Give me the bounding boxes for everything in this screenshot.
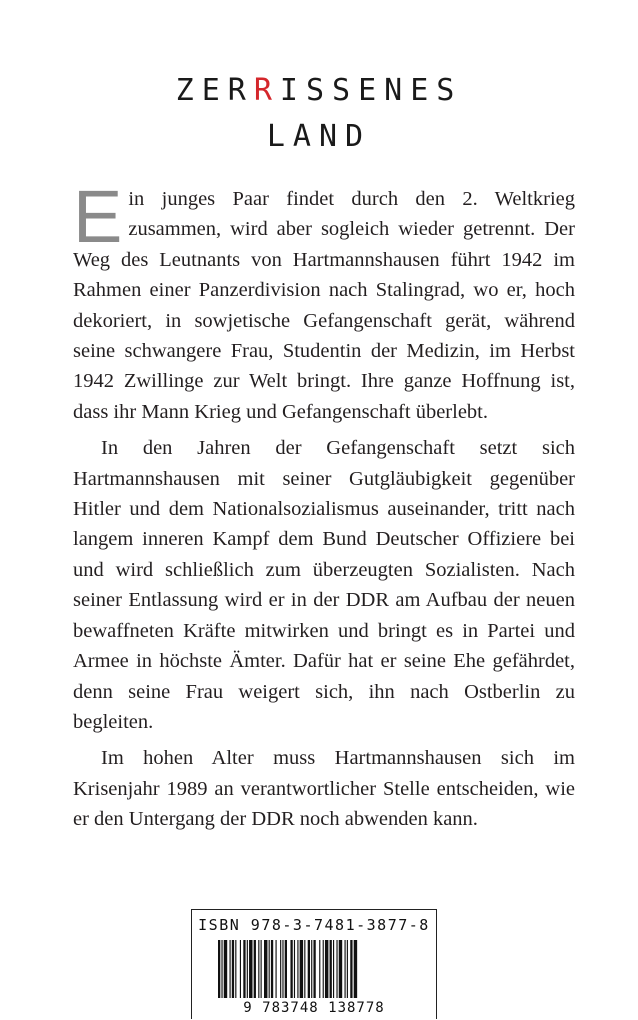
title-part-2: ISSENES: [279, 73, 463, 108]
title-part-1: ZER: [175, 73, 254, 108]
blurb-paragraph-1: [73, 175, 575, 427]
blurb-paragraph-3: Im hohen Alter muss Hartmannshausen sich im Krisenjahr 1989 an verantwortlicher Stelle entscheiden, wie er den Untergang der DDR noch abwenden kann.: [73, 747, 575, 831]
blurb-paragraph-1-text: in junges Paar findet durch den 2. Weltkrieg zusammen, wird aber sogleich wieder getrennt. Der Weg des Leutnants von Hartmannshausen führt 1942 im Rahmen einer Panzerdivision nach Stalingrad, wo er, hoch dekoriert, in sowjetische Gefangenschaft gerät, während seine schwangere Frau, Studentin der Medizin, im Herbst 1942 Zwillinge zur Welt bringt. Ihre ganze Hoffnung ist, dass ihr Mann Krieg und Gefangenschaft überlebt.: [73, 188, 575, 423]
drop-cap: E: [73, 175, 123, 258]
blurb-paragraph-2: In den Jahren der Gefangenschaft setzt sich Hartmannshausen mit seiner Gutgläubigkeit gegenüber Hitler und dem Nationalsozialismus auseinander, tritt nach langem inneren Kampf dem Bund Deutscher Offiziere bei und wird schließlich zum überzeugten Sozialisten. Nach seiner Entlassung wird er in der DDR am Aufbau der neuen bewaffneten Kräfte mitwirken und bringt es in Partei und Armee in höchste Ämter. Dafür hat er seine Ehe gefährdet, denn seine Frau weigert sich, ihn nach Ostberlin zu begleiten.: [73, 437, 575, 733]
barcode-digits: 9 783748 138778: [243, 1000, 385, 1016]
isbn-label: ISBN 978-3-7481-3877-8: [198, 916, 430, 934]
title-line-2: LAND: [266, 119, 372, 154]
barcode-graphic: [214, 940, 416, 1006]
isbn-barcode-box: [191, 909, 437, 1019]
title-line-1: [0, 74, 638, 108]
title-accent-letter: R: [253, 73, 280, 108]
blurb: [73, 175, 575, 835]
